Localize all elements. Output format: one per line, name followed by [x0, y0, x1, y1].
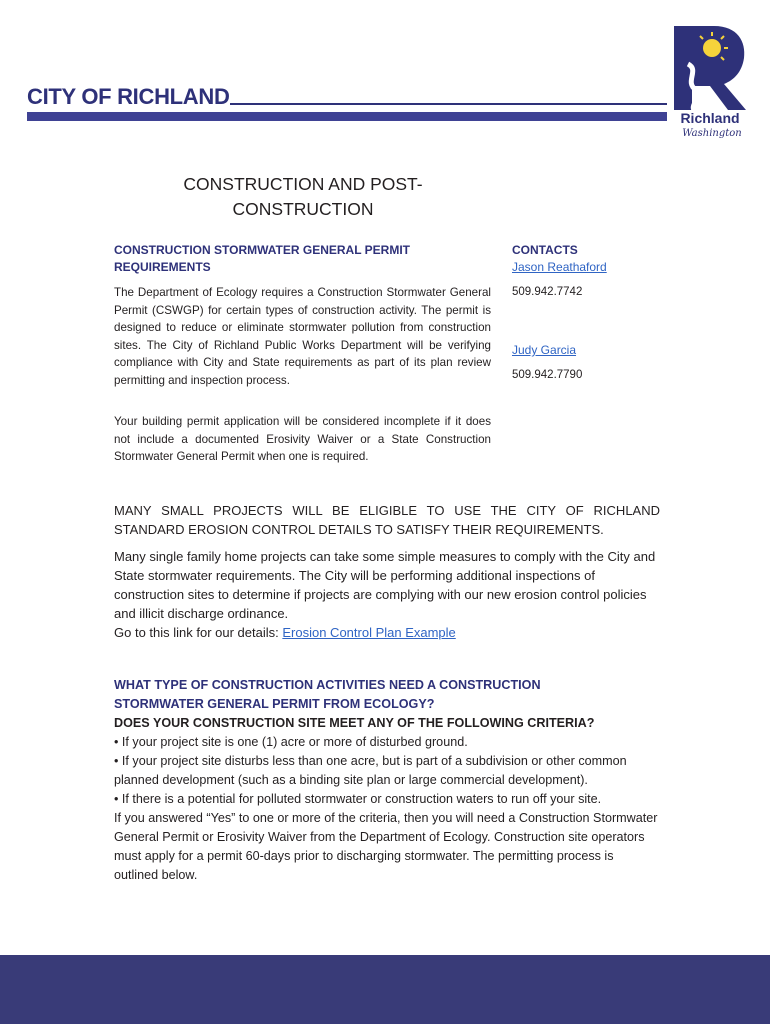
page-title	[168, 172, 438, 222]
permit-heading	[114, 242, 494, 276]
criteria-bullet: • If your project site disturbs less than one acre, but is part of a subdivision or other common planned development (such as a binding site plan or large commercial development).	[114, 754, 627, 787]
page-title-line2: CONSTRUCTION	[232, 199, 374, 219]
criteria-bullet: • If there is a potential for polluted stormwater or construction waters to run off your site.	[114, 792, 602, 806]
permit-paragraph-1: The Department of Ecology requires a Construction Stormwater General Permit (CSWGP) for certain types of construction activity. The permit is designed to reduce or eliminate stormwater pollution from construction sites. The City of Richland Public Works Department will be verifying compliance with City and State requirements as part of its plan review permitting and inspection process.	[114, 286, 491, 387]
contact-phone-judy: 509.942.7790	[512, 369, 583, 381]
footer-band	[0, 955, 770, 1024]
criteria-heading-line1: WHAT TYPE OF CONSTRUCTION ACTIVITIES NEED A CONSTRUCTION	[114, 678, 541, 692]
criteria-bullet: • If your project site is one (1) acre or more of disturbed ground.	[114, 735, 468, 749]
criteria-heading-line2: STORMWATER GENERAL PERMIT FROM ECOLOGY?	[114, 697, 435, 711]
criteria-question: DOES YOUR CONSTRUCTION SITE MEET ANY OF THE FOLLOWING CRITERIA?	[114, 716, 595, 730]
city-brand-title: CITY OF RICHLAND	[27, 84, 230, 109]
logo-word: Richland	[680, 110, 740, 126]
contact-phone-jason: 509.942.7742	[512, 286, 583, 298]
logo-script: Washington	[682, 128, 742, 139]
small-projects-body	[114, 547, 660, 642]
contacts-heading: CONTACTS	[512, 243, 578, 257]
link-prefix: Go to this link for our details:	[114, 625, 283, 640]
permit-heading-line1: CONSTRUCTION STORMWATER GENERAL PERMIT	[114, 243, 411, 257]
contact-link-jason[interactable]: Jason Reathaford	[512, 260, 607, 274]
small-projects-link-line	[114, 623, 660, 642]
small-projects-text: Many single family home projects can take some simple measures to comply with the City and State stormwater requirements. The City will be performing additional inspections of construction sites to determine if projects are complying with our new erosion control policies and illicit discharge ordinance.	[114, 549, 656, 621]
criteria-conclusion: If you answered “Yes” to one or more of the criteria, then you will need a Construction Stormwater General Permit or Erosivity Waiver from the Department of Ecology. Construction site operators must apply for a permit 60-days prior to discharging stormwater. The permitting process is outlined below.	[114, 811, 658, 882]
header-rule-thin	[230, 103, 667, 105]
header-rule-thick	[27, 112, 667, 121]
page-title-line1: CONSTRUCTION AND POST-	[183, 174, 423, 194]
permit-heading-line2: REQUIREMENTS	[114, 260, 211, 274]
contact-link-judy[interactable]: Judy Garcia	[512, 343, 577, 357]
richland-logo	[670, 24, 750, 152]
logo-r-shape	[674, 26, 746, 110]
small-projects-caps: MANY SMALL PROJECTS WILL BE ELIGIBLE TO USE THE CITY OF RICHLAND STANDARD EROSION CONTROL DETAILS TO SATISFY THEIR REQUIREMENTS.	[114, 503, 660, 537]
logo-sun-icon	[703, 39, 721, 57]
criteria-section	[114, 676, 660, 885]
erosion-control-plan-link[interactable]: Erosion Control Plan Example	[282, 625, 456, 640]
permit-paragraph-2: Your building permit application will be considered incomplete if it does not include a documented Erosivity Waiver or a State Construction Stormwater General Permit when one is required.	[114, 415, 491, 463]
